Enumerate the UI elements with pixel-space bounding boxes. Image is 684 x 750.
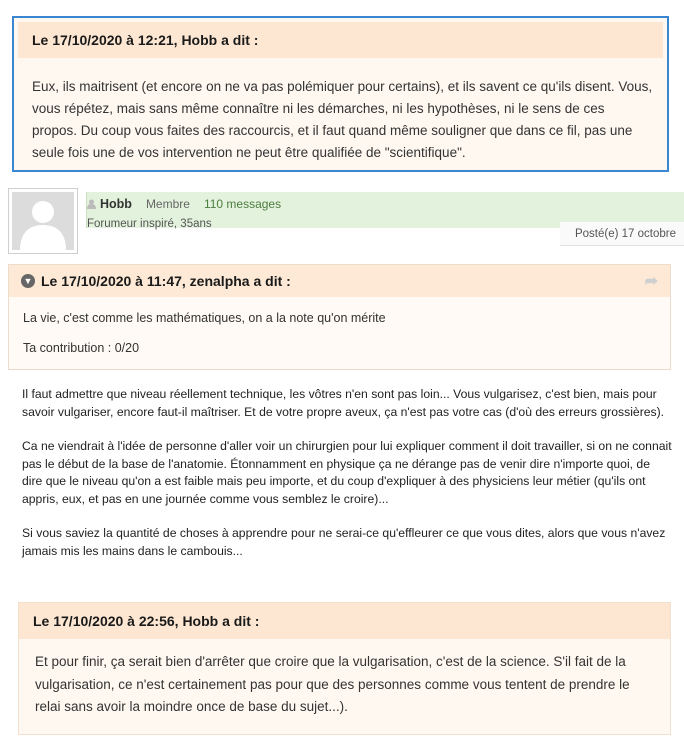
- paragraph: Si vous saviez la quantité de choses à apprendre pour ne serai-ce qu'effleurer ce que vous dites, alors que vous n'avez jamais mis les mains dans le cambouis...: [22, 526, 666, 558]
- author-role: Membre: [145, 197, 190, 211]
- paragraph: Ca ne viendrait à l'idée de personne d'aller voir un chirurgien pour lui expliquer comment il doit travailler, si on ne connait pas le début de la base de l'anatomie. Étonnamment en physique ça ne dérange pas de venir dire n'importe quoi, de dire que le niveau qu'on a est faible mais peu importe, et du coup d'expliquer à des physiciens leur métier (qu'ils ont appris, eux, et pas en une journée comme vous semblez le croire)...: [22, 439, 672, 506]
- quote-header: Le 17/10/2020 à 12:21, Hobb a dit :: [18, 22, 663, 58]
- quote-body: Eux, ils maitrisent (et encore on ne va pas polémiquer pour certains), et ils savent ce qu'ils disent. Vous, vous répétez, mais sans même connaître ni les démarches, ni les hypothèses, ni le sens de ces propos. Du coup vous faites des raccourcis, et il faut quand même souligner que dans ce fil, pas une seule fois une de vos intervention ne peut être qualifiée de "scientifique".: [32, 79, 653, 160]
- default-user-icon: [12, 192, 74, 250]
- author-message-count[interactable]: 110 messages: [203, 197, 282, 211]
- author-subtitle: Forumeur inspiré, 35ans: [87, 218, 212, 230]
- quote-line: La vie, c'est comme les mathématiques, on a la note qu'on mérite: [23, 311, 386, 325]
- chevron-down-icon[interactable]: ▼: [21, 274, 35, 288]
- post-author-header: [0, 188, 684, 256]
- share-arrow-icon[interactable]: ➦: [644, 273, 658, 290]
- quote-block-hobb-2256: [18, 602, 671, 735]
- quote-header-text: Le 17/10/2020 à 11:47, zenalpha a dit :: [41, 273, 291, 289]
- quote-block-hobb-1221[interactable]: [12, 16, 669, 172]
- quote-header: [9, 265, 670, 297]
- quote-line: Ta contribution : 0/20: [23, 341, 140, 355]
- quote-block-zenalpha: [8, 264, 671, 370]
- post-date[interactable]: Posté(e) 17 octobre: [574, 228, 676, 240]
- quote-header: Le 17/10/2020 à 22:56, Hobb a dit :: [19, 603, 670, 639]
- user-status-icon: [87, 199, 96, 209]
- author-name[interactable]: Hobb: [100, 197, 132, 211]
- quote-body: Et pour finir, ça serait bien d'arrêter que croire que la vulgarisation, c'est de la science. S'il fait de la vulgarisation, ce n'est certainement pas pour que des personnes comme vous tentent de prendre le relai sans avoir la moindre once de base du sujet...).: [35, 654, 630, 714]
- avatar[interactable]: [8, 188, 78, 254]
- paragraph: Il faut admettre que niveau réellement technique, les vôtres n'en sont pas loin... Vous vulgarisez, c'est bien, mais pour savoir vulgariser, encore faut-il maîtriser. Et de votre propre aveux, ça n'est pas votre cas (d'où des erreurs grossières).: [22, 387, 665, 419]
- post-content: [22, 386, 672, 577]
